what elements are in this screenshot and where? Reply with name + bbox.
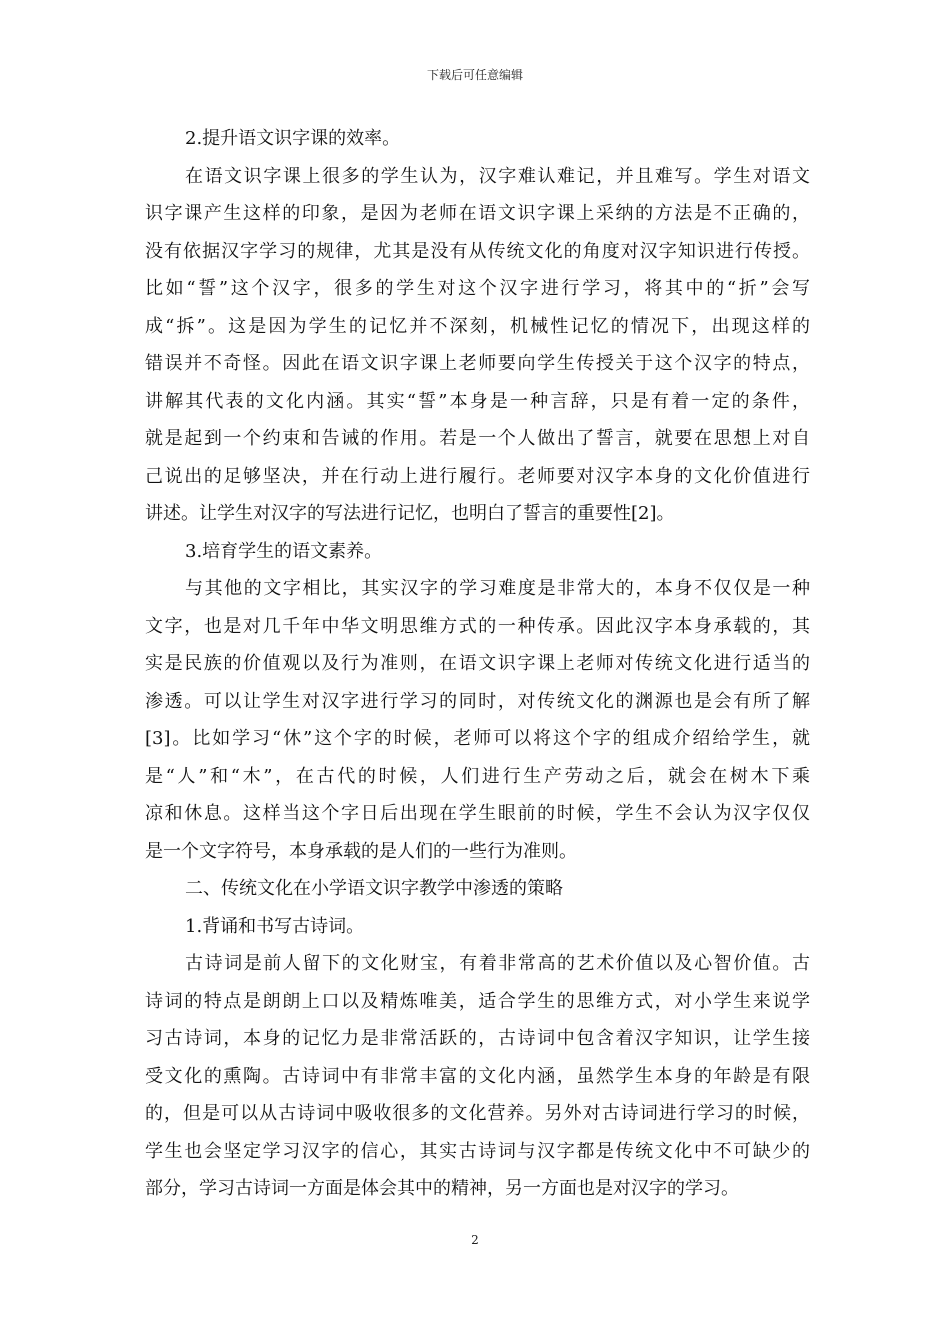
text-line: 己说出的足够坚决，并在行动上进行履行。老师要对汉字本身的文化价值进行 (145, 465, 810, 487)
text-line: 的，但是可以从古诗词中吸收很多的文化营养。另外对古诗词进行学习的时候， (145, 1103, 810, 1124)
document-body (145, 120, 810, 1208)
page-number: 2 (471, 1233, 479, 1247)
text-line: 文字，也是对几千年中华文明思维方式的一种传承。因此汉字本身承载的，其 (145, 615, 810, 637)
text-line: 是一个文字符号，本身承载的是人们的一些行为准则。 (145, 840, 577, 862)
text-line: 没有依据汉字学习的规律，尤其是没有从传统文化的角度对汉字知识进行传授。 (145, 240, 810, 262)
text-line: 3.培育学生的语文素养。 (185, 540, 383, 562)
text-line: 二、传统文化在小学语文识字教学中渗透的策略 (185, 878, 563, 899)
text-line: 2.提升语文识字课的效率。 (185, 128, 401, 149)
text-line: 讲解其代表的文化内涵。其实“誓”本身是一种言辞，只是有着一定的条件， (145, 390, 810, 412)
text-line: 学生也会坚定学习汉字的信心，其实古诗词与汉字都是传统文化中不可缺少的 (145, 1140, 810, 1162)
text-line: 凉和休息。这样当这个字日后出现在学生眼前的时候，学生不会认为汉字仅仅 (145, 803, 810, 824)
text-line: 渗透。可以让学生对汉字进行学习的同时，对传统文化的渊源也是会有所了解 (145, 690, 810, 712)
text-line: 受文化的熏陶。古诗词中有非常丰富的文化内涵，虽然学生本身的年龄是有限 (145, 1065, 810, 1087)
text-line: 是“人”和“木”，在古代的时候，人们进行生产劳动之后，就会在树木下乘 (145, 765, 810, 787)
page-header: 下载后可任意编辑 (426, 68, 523, 82)
text-line: [3]。比如学习“休”这个字的时候，老师可以将这个字的组成介绍给学生，就 (145, 728, 810, 749)
text-line: 古诗词是前人留下的文化财宝，有着非常高的艺术价值以及心智价值。古 (185, 953, 810, 974)
text-line: 讲述。让学生对汉字的写法进行记忆，也明白了誓言的重要性[2]。 (145, 503, 675, 524)
text-line: 就是起到一个约束和告诫的作用。若是一个人做出了誓言，就要在思想上对自 (145, 428, 810, 449)
text-line: 与其他的文字相比，其实汉字的学习难度是非常大的，本身不仅仅是一种 (185, 578, 810, 599)
text-line: 实是民族的价值观以及行为准则，在语文识字课上老师对传统文化进行适当的 (145, 653, 810, 674)
text-line: 成“拆”。这是因为学生的记忆并不深刻，机械性记忆的情况下，出现这样的 (145, 315, 810, 337)
text-line: 习古诗词，本身的记忆力是非常活跃的，古诗词中包含着汉字知识，让学生接 (145, 1028, 810, 1049)
text-line: 1.背诵和书写古诗词。 (185, 915, 365, 937)
text-line: 部分，学习古诗词一方面是体会其中的精神，另一方面也是对汉字的学习。 (145, 1178, 739, 1199)
text-line: 诗词的特点是朗朗上口以及精炼唯美，适合学生的思维方式，对小学生来说学 (145, 990, 810, 1012)
text-line: 比如“誓”这个汉字，很多的学生对这个汉字进行学习，将其中的“折”会写 (145, 278, 810, 299)
text-line: 在语文识字课上很多的学生认为，汉字难认难记，并且难写。学生对语文 (185, 165, 810, 187)
text-line: 错误并不奇怪。因此在语文识字课上老师要向学生传授关于这个汉字的特点， (145, 353, 810, 374)
text-line: 识字课产生这样的印象，是因为老师在语文识字课上采纳的方法是不正确的， (145, 203, 810, 224)
